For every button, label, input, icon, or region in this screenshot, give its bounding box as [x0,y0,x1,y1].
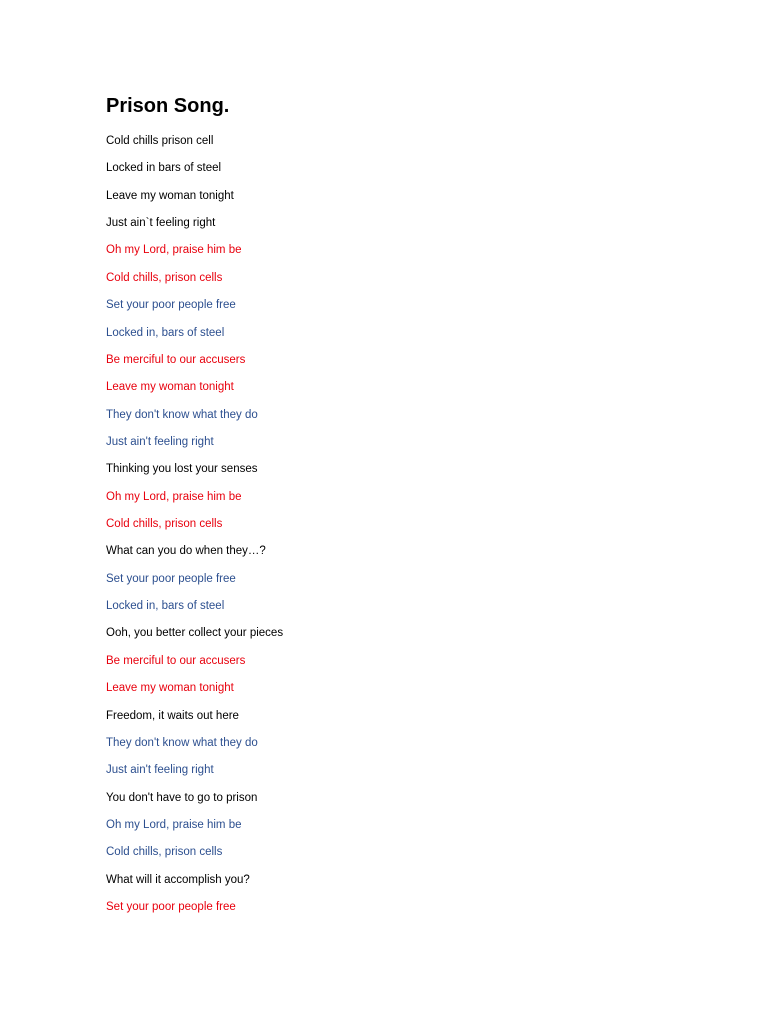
lyric-line: Freedom, it waits out here [106,709,239,722]
lyric-line: Cold chills prison cell [106,135,214,147]
lyric-line: Cold chills, prison cells [106,846,223,859]
lyric-line: Oh my Lord, praise him be [106,818,242,831]
lyric-line: Locked in bars of steel [106,162,222,175]
lyric-line: They don't know what they do [106,408,258,421]
lyric-line: Leave my woman tonight [106,682,234,695]
lyric-line: Ooh, you better collect your pieces [106,627,284,640]
lyric-line: Locked in, bars of steel [106,600,225,613]
page-title: Prison Song. [106,95,230,117]
lyric-line: You don't have to go to prison [106,791,258,804]
lyric-line: They don't know what they do [106,736,258,749]
lyric-line: Thinking you lost your senses [106,463,258,476]
lyric-line: Just ain't feeling right [106,764,214,777]
lyric-line: Set your poor people free [106,299,236,312]
lyric-line: Set your poor people free [106,901,236,914]
lyrics-list [106,131,283,924]
lyric-line: Just ain`t feeling right [106,217,216,230]
lyric-line: Cold chills, prison cells [106,271,223,284]
lyric-line: Just ain't feeling right [106,435,214,448]
lyric-line: Oh my Lord, praise him be [106,244,242,257]
lyric-line: What will it accomplish you? [106,873,250,886]
lyric-line: Oh my Lord, praise him be [106,490,242,503]
lyric-line: Locked in, bars of steel [106,326,225,339]
lyric-line: Set your poor people free [106,572,236,585]
lyric-line: Be merciful to our accusers [106,654,246,667]
lyric-line: Be merciful to our accusers [106,353,246,366]
lyric-line: Cold chills, prison cells [106,518,223,531]
lyric-line: What can you do when they…? [106,545,266,558]
lyric-line: Leave my woman tonight [106,189,234,202]
lyric-line: Leave my woman tonight [106,381,234,394]
